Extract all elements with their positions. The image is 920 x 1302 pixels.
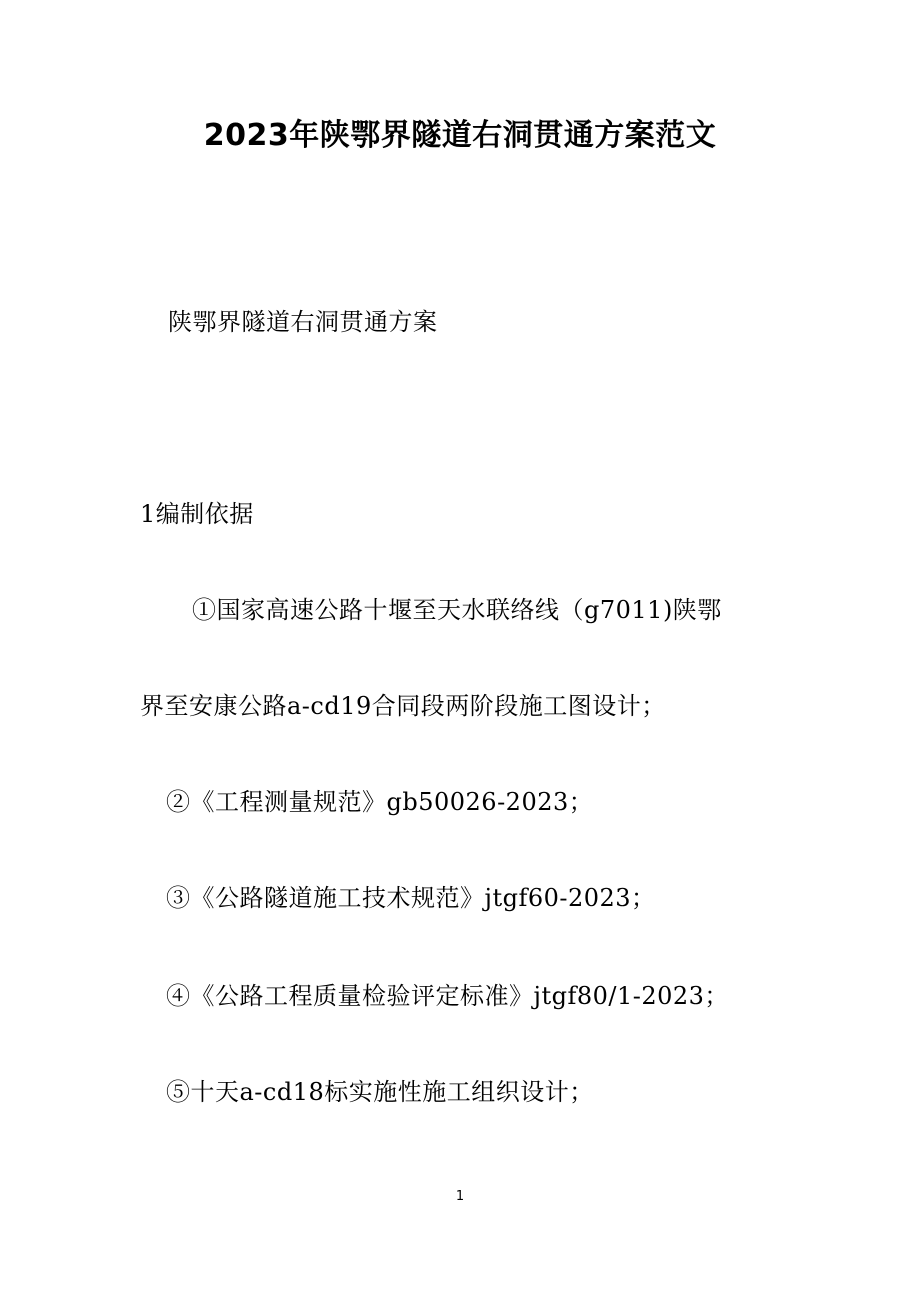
list-item: ②《工程测量规范》gb50026-2023； — [166, 788, 594, 816]
document-subtitle: 陕鄂界隧道右洞贯通方案 — [168, 308, 438, 336]
section-heading: 1编制依据 — [140, 500, 254, 528]
list-item: ⑤十天a-cd18标实施性施工组织设计； — [166, 1078, 594, 1106]
page-number: 1 — [455, 1189, 465, 1204]
document-title: 2023年陕鄂界隧道右洞贯通方案范文 — [203, 118, 717, 153]
list-item: ①国家高速公路十堰至天水联络线（g7011)陕鄂 — [192, 596, 722, 624]
list-item: ④《公路工程质量检验评定标准》jtgf80/1-2023； — [166, 982, 729, 1010]
list-item: ③《公路隧道施工技术规范》jtgf60-2023； — [166, 884, 656, 912]
list-item-continuation: 界至安康公路a-cd19合同段两阶段施工图设计； — [140, 692, 666, 720]
